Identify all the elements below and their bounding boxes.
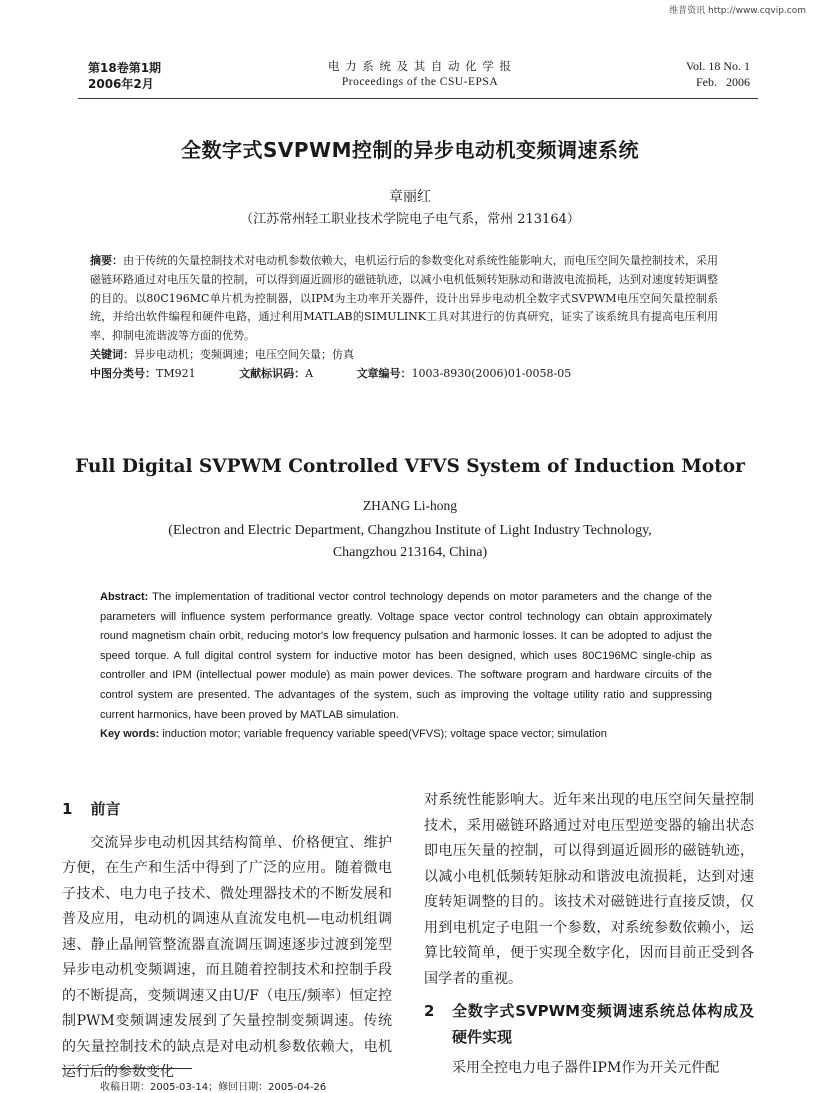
watermark: 维普资讯 http://www.cqvip.com (669, 6, 806, 16)
header-volume-cn (88, 60, 161, 92)
section-2-paragraph: 采用全控电力电子器件IPM作为开关元件配 (452, 1060, 720, 1076)
clc-value: TM921 (156, 366, 196, 380)
intro-paragraph-left: 交流异步电动机因其结构简单、价格便宜、维护方便，在生产和生活中得到了广泛的应用。随着微电子技术、电力电子技术、微处理器技术的不断发展和普及应用，电动机的调速从直流发电机—电动机组调速、静止晶闸管整流器直流调压调速逐步过渡到笼型异步电动机变频调速，而且随着控制技术和控制手段的不断提高，变频调速又由U/F（电压/频率）恒定控制PWM变频调速发展到了矢量控制变频调速。传统的矢量控制技术的缺点是对电动机参数依赖大，电机运行后的参数变化 (62, 834, 392, 1080)
paper-title-en: Full Digital SVPWM Controlled VFVS System of Induction Motor (75, 456, 745, 477)
section-2-title: 全数字式SVPWM变频调速系统总体构成及硬件实现 (452, 1002, 754, 1046)
body-left-column (62, 797, 392, 1086)
clc-label: 中图分类号： (90, 366, 156, 380)
affiliation-cn: （江苏常州轻工职业技术学院电子电气系，常州 213164） (240, 212, 580, 227)
abstract-en (100, 588, 712, 745)
abstract-text-cn: 由于传统的矢量控制技术对电动机参数依赖大，电机运行后的参数变化对系统性能影响大，而电压空间矢量控制技术，采用磁链环路通过对电压矢量的控制，可以得到逼近圆形的磁链轨迹，以减小电机低频转矩脉动和谐波电流损耗，达到对速度转矩调整的目的。以80C196MC单片机为控制器，以IPM为主功率开关器件，设计出异步电动机全数字式SVPWM电压空间矢量控制系统，并给出软件编程和硬件电路，通过利用MATLAB的SIMULINK工具对其进行的仿真研究，证实了该系统具有提高电压利用率、抑制电流谐波等方面的优势。 (90, 254, 719, 343)
author-en: ZHANG Li-hong (362, 498, 458, 513)
abstract-label-cn: 摘要： (90, 254, 124, 267)
section-1-title: 前言 (90, 800, 121, 818)
affiliation-en-line2: Changzhou 213164, China) (332, 545, 488, 560)
keywords-label-cn: 关键词： (90, 347, 134, 361)
article-no-label: 文章编号： (356, 366, 412, 380)
paper-title-cn: 全数字式SVPWM控制的异步电动机变频调速系统 (180, 138, 639, 162)
abstract-text-en: The implementation of traditional vector control technology depends on motor parameters and the change of the parameters will influence system performance greatly. Voltage space vector control technology can obtain approximately round magnetism chain orbit, reducing motor's low frequency pulsation and harmonic losses. It can be adopted to adjust the speed torque. A full digital control system for inductive motor has been designed, which uses 80C196MC single-chip as controller and IPM (intellectual power module) as main power devices. The software program and hardware circuits of the control system are presented. The advantages of the system, such as improving the voltage utility ratio and suppressing current harmonics, have been proved by MATLAB simulation. (100, 591, 712, 721)
classification-line (90, 365, 718, 384)
section-2-heading (424, 998, 754, 1050)
keywords-cn: 异步电动机；变频调速；电压空间矢量；仿真 (134, 347, 354, 361)
date-cn: 2006年2月 (88, 77, 154, 91)
date-en: Feb. 2006 (696, 75, 750, 89)
keywords-en: induction motor; variable frequency variable speed(VFVS); voltage space vector; simulation (159, 728, 607, 741)
section-1-number: 1 (62, 800, 73, 818)
author-cn: 章丽红 (389, 189, 431, 205)
intro-paragraph-right: 对系统性能影响大。近年来出现的电压空间矢量控制技术，采用磁链环路通过对电压型逆变器的输出状态即电压矢量的控制，可以得到逼近圆形的磁链轨迹，以减小电机低频转矩脉动和谐波电流损耗，达到对速度转矩调整的目的。该技术对磁链进行直接反馈，仅用到电机定子电阻一个参数，对系统参数依赖小，运算比较简单，便于实现全数字化，因而目前正受到各国学者的重视。 (424, 792, 754, 987)
article-no-value: 1003-8930(2006)01-0058-05 (411, 366, 572, 380)
keywords-label-en: Key words: (100, 728, 160, 741)
abstract-label-en: Abstract: (100, 591, 149, 603)
abstract-cn (90, 252, 718, 384)
header-volume-en (640, 58, 750, 90)
affiliation-en-line1: (Electron and Electric Department, Changzhou Institute of Light Industry Technology, (168, 523, 652, 538)
header-rule (78, 98, 758, 99)
journal-title-en: Proceedings of the CSU-EPSA (341, 76, 499, 88)
affiliation-en (60, 520, 760, 564)
volume-cn: 第18卷第1期 (88, 61, 162, 75)
footnote-rule (62, 1068, 192, 1069)
header-journal (250, 58, 590, 90)
body-right-column (424, 788, 754, 1082)
doc-code-value: A (305, 366, 314, 380)
volume-en: Vol. 18 No. 1 (685, 59, 750, 73)
footnote-dates: 收稿日期：2005-03-14；修回日期：2005-04-26 (100, 1082, 327, 1093)
doc-code-label: 文献标识码： (239, 366, 306, 380)
section-1-heading (62, 797, 392, 823)
journal-title-cn: 电 力 系 统 及 其 自 动 化 学 报 (327, 59, 513, 73)
section-2-number: 2 (424, 1002, 435, 1020)
